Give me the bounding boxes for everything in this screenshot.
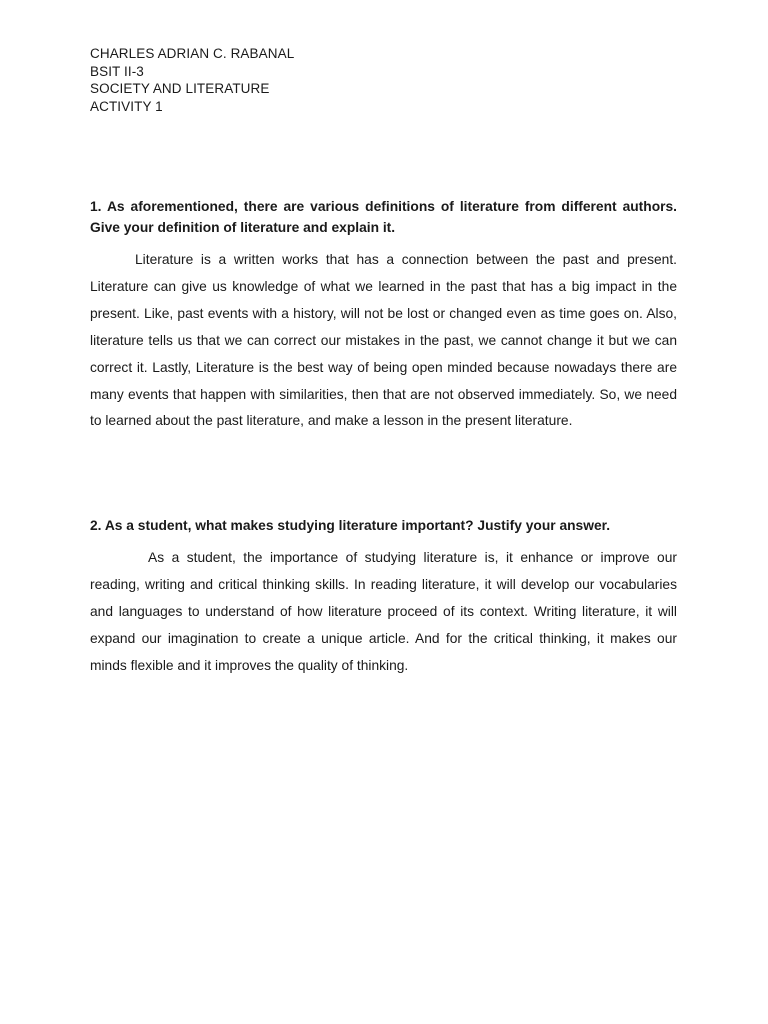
subject-title: SOCIETY AND LITERATURE: [90, 81, 270, 96]
answer-2: As a student, the importance of studying literature is, it enhance or improve our reading, writing and critical thinking skills. In reading literature, it will develop our vocabularies and languages to understand of how literature proceed of its context. Writing literature, it will expand our imagination to create a unique article. And for the critical thinking, it makes our minds flexible and it improves the quality of thinking.: [90, 550, 677, 673]
answer-1: Literature is a written works that has a connection between the past and present. Literature can give us knowledge of what we learned in the past that has a big impact in the present. Like, past events with a history, will not be lost or changed even as time goes on. Also, literature tells us that we can correct our mistakes in the past, we cannot change it but we can correct it. Lastly, Literature is the best way of being open minded because nowadays there are many events that happen with similarities, then that are not observed immediately. So, we need to learned about the past literature, and make a lesson in the present literature.: [90, 252, 677, 429]
document-header: [90, 45, 294, 115]
student-section: BSIT II-3: [90, 63, 144, 79]
student-name: CHARLES ADRIAN C. RABANAL: [90, 46, 295, 61]
activity-title: ACTIVITY 1: [90, 98, 163, 114]
question-1: 1. As aforementioned, there are various definitions of literature from different authors. Give your definition of literature and explain it.: [90, 199, 677, 235]
question-2: 2. As a student, what makes studying literature important? Justify your answer.: [90, 518, 611, 533]
